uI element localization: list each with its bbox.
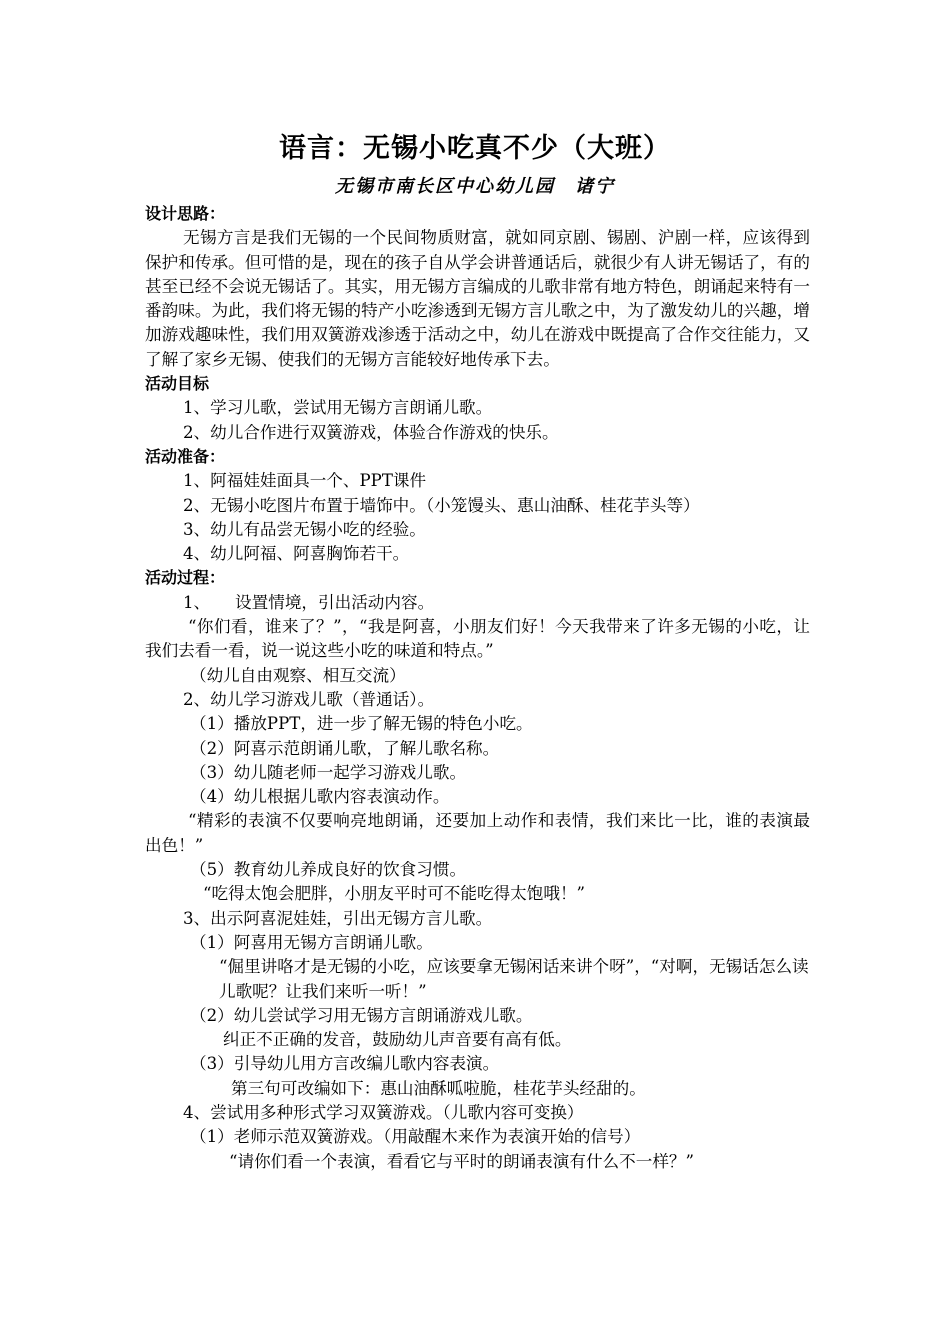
process-quote: “精彩的表演不仅要响亮地朗诵，还要加上动作和表情，我们来比一比，谁的表演最出色！” <box>145 811 810 855</box>
process-step: 2、幼儿学习游戏儿歌（普通话）。 <box>183 689 435 709</box>
prep-item: 1、阿福娃娃面具一个、PPT课件 <box>183 471 427 491</box>
process-substep: （5）教育幼儿养成良好的饮食习惯。 <box>190 860 467 880</box>
design-paragraph: 无锡方言是我们无锡的一个民间物质财富，就如同京剧、锡剧、沪剧一样，应该得到保护和传承。但可惜的是，现在的孩子自从学会讲普通话后，就很少有人讲无锡话了，有的甚至已经不会说无锡话了。其实，用无锡方言编成的儿歌非常有地方特色，朗诵起来特有一番韵味。为此，我们将无锡的特产小吃渗透到无锡方言儿歌之中，为了激发幼儿的兴趣，增加游戏趣味性，我们用双簧游戏渗透于活动之中，幼儿在游戏中既提高了合作交往能力，又了解了家乡无锡、使我们的无锡方言能较好地传承下去。 <box>145 228 810 369</box>
process-step: 4、尝试用多种形式学习双簧游戏。（儿歌内容可变换） <box>183 1102 584 1122</box>
document-title: 语言：无锡小吃真不少（大班） <box>279 133 671 164</box>
prep-item: 2、无锡小吃图片布置于墙饰中。（小笼馒头、惠山油酥、桂花芋头等） <box>183 495 700 515</box>
process-quote: “倔里讲咯才是无锡的小吃，应该要拿无锡闲话来讲个呀”，“对啊，无锡话怎么读儿歌呢？让我们来听一听！” <box>219 957 809 1001</box>
section-heading-goals: 活动目标 <box>145 374 210 394</box>
process-note: （幼儿自由观察、相互交流） <box>190 665 406 685</box>
process-substep: （1）播放PPT，进一步了解无锡的特色小吃。 <box>190 714 533 734</box>
author-line: 无锡市南长区中心幼儿园 诸宁 <box>335 176 615 197</box>
goal-item: 1、学习儿歌，尝试用无锡方言朗诵儿歌。 <box>183 398 493 418</box>
prep-item: 3、幼儿有品尝无锡小吃的经验。 <box>183 519 426 539</box>
process-note: 第三句可改编如下：惠山油酥呱啦脆，桂花芋头经甜的。 <box>231 1078 646 1098</box>
process-substep: （4）幼儿根据儿歌内容表演动作。 <box>190 787 450 807</box>
process-step: 1、 设置情境，引出活动内容。 <box>183 592 435 612</box>
process-step: 3、出示阿喜泥娃娃，引出无锡方言儿歌。 <box>183 908 493 928</box>
process-substep: （2）幼儿尝试学习用无锡方言朗诵游戏儿歌。 <box>190 1005 533 1025</box>
goal-item: 2、幼儿合作进行双簧游戏，体验合作游戏的快乐。 <box>183 422 559 442</box>
section-heading-prep: 活动准备： <box>145 446 226 466</box>
document-body <box>145 202 810 1174</box>
prep-item: 4、幼儿阿福、阿喜胸饰若干。 <box>183 544 410 564</box>
process-quote: “请你们看一个表演，看看它与平时的朗诵表演有什么不一样？” <box>229 1151 694 1171</box>
section-heading-process: 活动过程： <box>145 568 226 588</box>
section-heading-design: 设计思路： <box>145 204 226 223</box>
process-substep: （1）老师示范双簧游戏。（用敲醒木来作为表演开始的信号） <box>190 1127 641 1147</box>
process-substep: （1）阿喜用无锡方言朗诵儿歌。 <box>190 932 433 952</box>
process-substep: （2）阿喜示范朗诵儿歌，了解儿歌名称。 <box>190 738 500 758</box>
process-quote: “你们看，谁来了？”，“我是阿喜，小朋友们好！今天我带来了许多无锡的小吃，让我们去看一看，说一说这些小吃的味道和特点。” <box>145 617 810 661</box>
process-quote: “吃得太饱会肥胖，小朋友平时可不能吃得太饱哦！” <box>203 884 586 904</box>
process-substep: （3）幼儿随老师一起学习游戏儿歌。 <box>190 762 467 782</box>
process-note: 纠正不正确的发音，鼓励幼儿声音要有高有低。 <box>223 1030 572 1050</box>
process-substep: （3）引导幼儿用方言改编儿歌内容表演。 <box>190 1054 500 1074</box>
